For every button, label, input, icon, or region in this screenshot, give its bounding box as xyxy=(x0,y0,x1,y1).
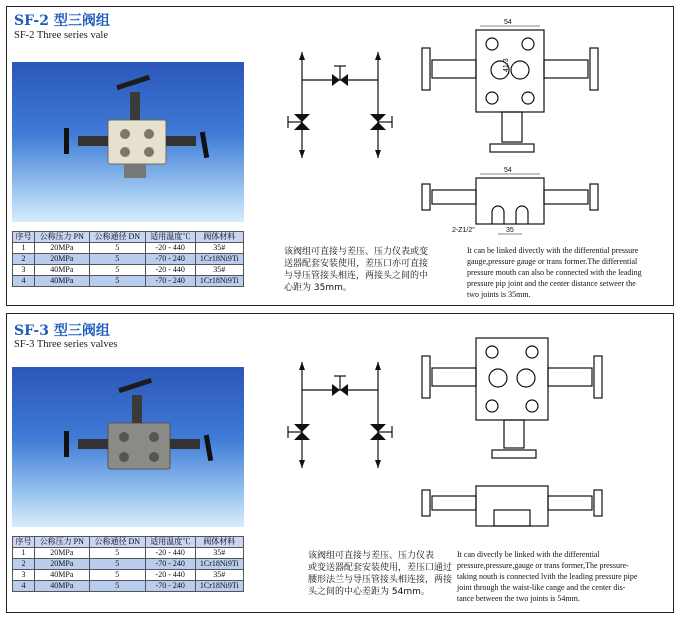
text-line: pressure pip joint and the center distance setweer the xyxy=(467,279,636,288)
cell: 20MPa xyxy=(34,243,89,254)
sf2-schematic xyxy=(280,40,410,170)
col-header: 阀体材料 xyxy=(195,232,243,243)
text-line: 与导压管接头相连，两接头之间的中 xyxy=(284,271,429,281)
table-row xyxy=(13,581,244,592)
col-header: 适用温度℃ xyxy=(145,537,195,548)
sf3-subtitle: SF-3 Three series valves xyxy=(14,339,118,350)
cell: 1Cr18Ni9Ti xyxy=(195,559,243,570)
text-line: two joints is 35mm. xyxy=(467,290,531,299)
cell: 3 xyxy=(13,570,35,581)
table-row xyxy=(13,276,244,287)
sf2-drawing-front xyxy=(418,20,628,165)
cell: 20MPa xyxy=(34,254,89,265)
col-header: 公称压力 PN xyxy=(34,232,89,243)
text-line: 腰形法兰与导压管接头相连接，两接 xyxy=(308,575,453,585)
cell: 4 xyxy=(13,581,35,592)
cell: 20MPa xyxy=(34,548,89,559)
col-header: 公称通径 DN xyxy=(89,537,145,548)
cell: 40MPa xyxy=(34,570,89,581)
table-header-row xyxy=(13,537,244,548)
sf2-description-en xyxy=(467,245,642,300)
sf2-spec-table xyxy=(12,231,244,287)
text-line: taking nouth is connected lvith the leading pressure pipe xyxy=(457,572,638,581)
sf3-spec-table xyxy=(12,536,244,592)
table-row xyxy=(13,559,244,570)
col-header: 公称压力 PN xyxy=(34,537,89,548)
cell: -20 - 440 xyxy=(145,265,195,276)
dim-label: 41.3 xyxy=(503,58,510,72)
sf2-subtitle: SF-2 Three series vale xyxy=(14,30,108,41)
cell: 4 xyxy=(13,276,35,287)
cell: 3 xyxy=(13,265,35,276)
sf3-drawing-front xyxy=(418,330,628,470)
table-header-row xyxy=(13,232,244,243)
col-header: 适用温度℃ xyxy=(145,232,195,243)
sf2-drawing-side xyxy=(418,167,628,240)
sf3-product-photo xyxy=(12,367,244,527)
text-line: joint through the waist-like cange and the center dis- xyxy=(457,583,626,592)
cell: 20MPa xyxy=(34,559,89,570)
table-row xyxy=(13,243,244,254)
sf3-drawing-side xyxy=(418,480,628,535)
text-line: 送器配套安装使用，差压口亦可直接 xyxy=(284,259,429,269)
cell: -70 - 240 xyxy=(145,559,195,570)
cell: 35# xyxy=(195,243,243,254)
cell: 35# xyxy=(195,548,243,559)
dim-label: 35 xyxy=(506,227,514,234)
text-line: 该阀组可直接与差压、压力仪表 xyxy=(308,551,435,561)
cell: 5 xyxy=(89,581,145,592)
cell: 1 xyxy=(13,548,35,559)
text-line: pressure mouth can also be connected with the leading xyxy=(467,268,642,277)
text-line: 该阀组可直接与差压、压力仪表或变 xyxy=(284,247,429,257)
cell: -70 - 240 xyxy=(145,276,195,287)
cell: 40MPa xyxy=(34,581,89,592)
sf2-description-zh xyxy=(284,246,428,294)
sf2-product-photo xyxy=(12,62,244,222)
cell: 5 xyxy=(89,570,145,581)
sf3-valve-illustration xyxy=(12,367,244,527)
cell: 35# xyxy=(195,265,243,276)
cell: -20 - 440 xyxy=(145,570,195,581)
cell: 1Cr18Ni9Ti xyxy=(195,254,243,265)
cell: 5 xyxy=(89,548,145,559)
cell: -20 - 440 xyxy=(145,548,195,559)
cell: 5 xyxy=(89,254,145,265)
text-line: It can divectly be linked with the differential xyxy=(457,550,600,559)
cell: 40MPa xyxy=(34,265,89,276)
text-line: gauge,pressure gauge or trans former.The differential xyxy=(467,257,638,266)
col-header: 公称通径 DN xyxy=(89,232,145,243)
cell: 35# xyxy=(195,570,243,581)
dim-label: 54 xyxy=(504,167,512,174)
text-line: It can be linked divectly with the differential pressure xyxy=(467,246,639,255)
cell: 2 xyxy=(13,559,35,570)
cell: -20 - 440 xyxy=(145,243,195,254)
sf3-title: SF-3 型三阀组 xyxy=(14,323,110,339)
cell: 5 xyxy=(89,243,145,254)
cell: 1Cr18Ni9Ti xyxy=(195,276,243,287)
cell: 2 xyxy=(13,254,35,265)
table-row xyxy=(13,548,244,559)
table-row xyxy=(13,254,244,265)
cell: -70 - 240 xyxy=(145,581,195,592)
dim-label: 2-Z1/2" xyxy=(452,227,475,234)
text-line: tance between the two joints is 54mm. xyxy=(457,594,580,603)
col-header: 序号 xyxy=(13,232,35,243)
sf3-description-zh xyxy=(308,550,452,598)
table-row xyxy=(13,570,244,581)
cell: 1Cr18Ni9Ti xyxy=(195,581,243,592)
sf2-title: SF-2 型三阀组 xyxy=(14,13,110,29)
sf3-schematic xyxy=(280,350,410,480)
text-line: 头之间的中心差距为 54mm。 xyxy=(308,587,430,597)
sf2-valve-illustration xyxy=(12,62,244,222)
text-line: pressure,pressure,gauge or trans former,The pressure- xyxy=(457,561,629,570)
cell: 5 xyxy=(89,559,145,570)
sf3-description-en xyxy=(457,549,637,604)
col-header: 序号 xyxy=(13,537,35,548)
cell: 1 xyxy=(13,243,35,254)
col-header: 阀体材料 xyxy=(195,537,243,548)
cell: 5 xyxy=(89,265,145,276)
dim-label: 54 xyxy=(504,19,512,26)
table-row xyxy=(13,265,244,276)
text-line: 或变送器配套安装使用，差压口通过 xyxy=(308,563,453,573)
cell: 40MPa xyxy=(34,276,89,287)
cell: -70 - 240 xyxy=(145,254,195,265)
cell: 5 xyxy=(89,276,145,287)
text-line: 心距为 35mm。 xyxy=(284,283,352,293)
